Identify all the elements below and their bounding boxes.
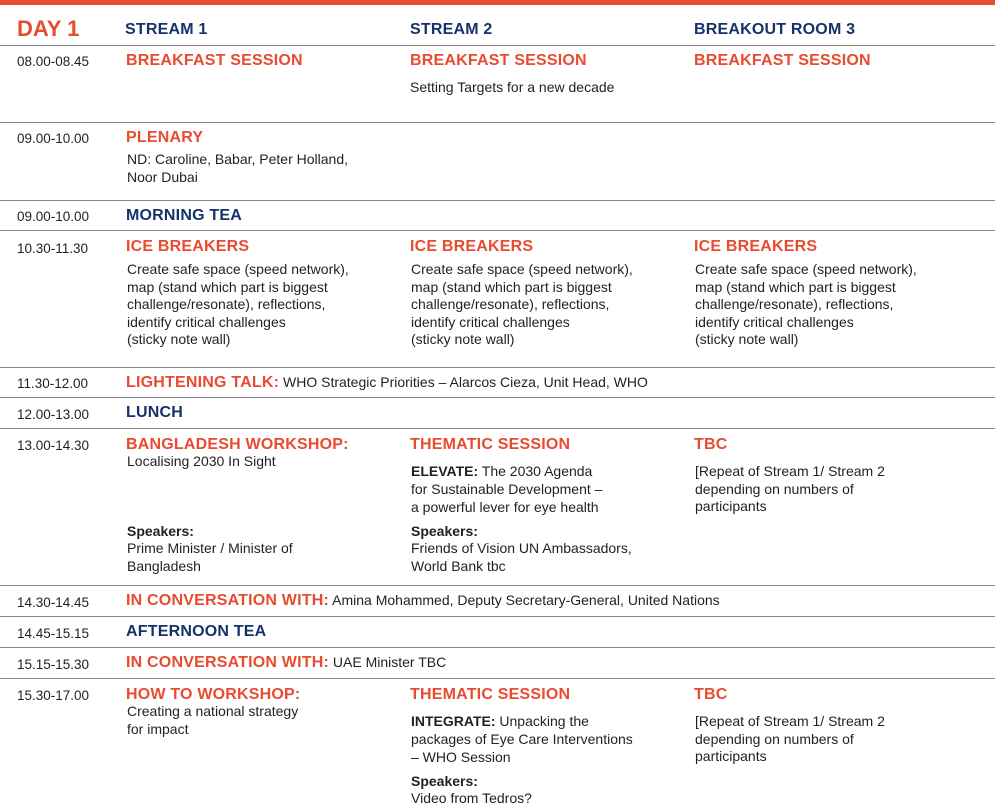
conversation-line	[126, 592, 720, 609]
row-divider	[0, 678, 995, 679]
time-slot: 15.15-15.30	[17, 657, 90, 672]
session-description: Unpacking the	[495, 713, 589, 729]
stream-2-header: STREAM 2	[410, 21, 493, 38]
session-description: [Repeat of Stream 1/ Stream 2 depending on numbers of participants	[695, 463, 885, 514]
session-description: for Sustainable Development – a powerful lever for eye health	[411, 481, 603, 515]
session-description: Create safe space (speed network), map (stand which part is biggest challenge/resonate), reflections, identify critical challenges (sticky note wall)	[695, 261, 917, 347]
time-slot: 09.00-10.00	[17, 131, 90, 146]
session-title: MORNING TEA	[126, 207, 242, 224]
session-label: LIGHTENING TALK:	[126, 374, 280, 391]
session-description: ND: Caroline, Babar, Peter Holland, Noor Dubai	[127, 151, 348, 185]
session-description: packages of Eye Care Interventions – WHO Session	[411, 731, 633, 765]
time-slot: 09.00-10.00	[17, 209, 90, 224]
row-divider	[0, 230, 995, 231]
speakers-list: Video from Tedros?	[411, 790, 532, 806]
session-title: ICE BREAKERS	[694, 238, 818, 255]
time-slot: 10.30-11.30	[17, 241, 89, 256]
session-label: IN CONVERSATION WITH:	[126, 592, 330, 609]
time-slot: 13.00-14.30	[17, 438, 90, 453]
time-slot: 12.00-13.00	[17, 407, 90, 422]
session-description: Amina Mohammed, Deputy Secretary-General, United Nations	[332, 592, 720, 608]
session-description: Setting Targets for a new decade	[410, 79, 615, 95]
session-title: ICE BREAKERS	[410, 238, 534, 255]
session-description: Localising 2030 In Sight	[127, 453, 276, 469]
session-description: Create safe space (speed network), map (stand which part is biggest challenge/resonate), reflections, identify critical challenges (sticky note wall)	[411, 261, 633, 347]
row-divider	[0, 367, 995, 368]
session-title: AFTERNOON TEA	[126, 623, 267, 640]
row-divider	[0, 428, 995, 429]
time-slot: 15.30-17.00	[17, 688, 90, 703]
top-accent-bar	[0, 0, 995, 5]
session-title: ICE BREAKERS	[126, 238, 250, 255]
session-title: LUNCH	[126, 404, 183, 421]
session-description: WHO Strategic Priorities – Alarcos Cieza, Unit Head, WHO	[283, 374, 648, 390]
conversation-line	[126, 654, 446, 671]
row-divider	[0, 585, 995, 586]
session-lead: INTEGRATE:	[411, 713, 496, 729]
day-label: DAY 1	[17, 16, 80, 41]
speakers-label: Speakers:	[127, 523, 194, 539]
session-title: BANGLADESH WORKSHOP:	[126, 436, 349, 453]
speakers-list: Prime Minister / Minister of Bangladesh	[127, 540, 293, 574]
row-divider	[0, 647, 995, 648]
session-description: Creating a national strategy for impact	[127, 703, 299, 737]
session-title: BREAKFAST SESSION	[410, 52, 587, 69]
session-title: TBC	[694, 436, 728, 453]
row-divider	[0, 122, 995, 123]
session-lead: ELEVATE:	[411, 463, 479, 479]
session-description: UAE Minister TBC	[332, 654, 447, 670]
time-slot: 14.45-15.15	[17, 626, 90, 641]
row-divider	[0, 200, 995, 201]
session-description: [Repeat of Stream 1/ Stream 2 depending on numbers of participants	[695, 713, 885, 764]
breakout-room-3-header: BREAKOUT ROOM 3	[694, 21, 856, 38]
time-slot: 11.30-12.00	[17, 376, 89, 391]
time-slot: 08.00-08.45	[17, 54, 90, 69]
session-title: BREAKFAST SESSION	[126, 52, 303, 69]
session-title: THEMATIC SESSION	[410, 686, 571, 703]
row-divider	[0, 616, 995, 617]
row-divider	[0, 397, 995, 398]
lightening-talk-line	[126, 374, 648, 391]
row-divider	[0, 45, 995, 46]
session-description: Create safe space (speed network), map (stand which part is biggest challenge/resonate), reflections, identify critical challenges (sticky note wall)	[127, 261, 349, 347]
speakers-label: Speakers:	[411, 773, 478, 789]
session-title: THEMATIC SESSION	[410, 436, 571, 453]
stream-1-header: STREAM 1	[125, 21, 208, 38]
session-title: PLENARY	[126, 129, 204, 146]
session-lead-line	[411, 463, 592, 480]
session-label: IN CONVERSATION WITH:	[126, 654, 330, 671]
time-slot: 14.30-14.45	[17, 595, 90, 610]
session-lead-line	[411, 713, 589, 730]
session-title: TBC	[694, 686, 728, 703]
session-title: BREAKFAST SESSION	[694, 52, 871, 69]
session-title: HOW TO WORKSHOP:	[126, 686, 301, 703]
session-description: The 2030 Agenda	[478, 463, 593, 479]
speakers-label: Speakers:	[411, 523, 478, 539]
speakers-list: Friends of Vision UN Ambassadors, World Bank tbc	[411, 540, 632, 574]
